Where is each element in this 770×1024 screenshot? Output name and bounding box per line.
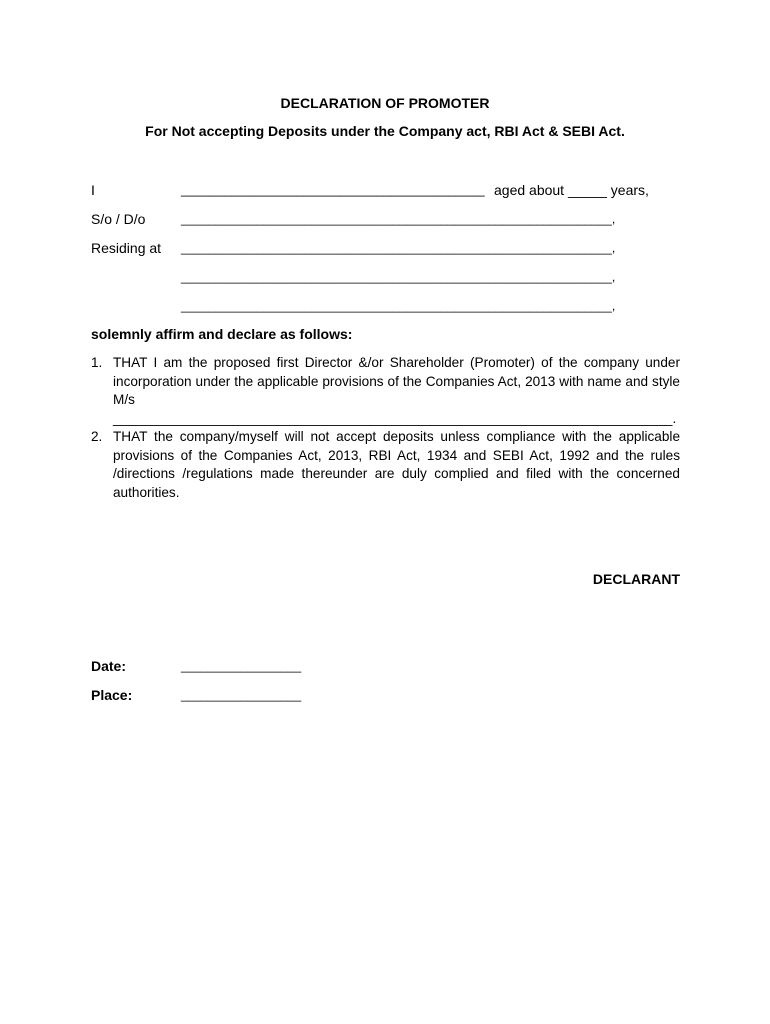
place-label: Place: [91, 687, 133, 703]
address-blank-1[interactable]: _______________________________________________________________, [181, 241, 616, 255]
place-blank[interactable]: __________________ [181, 688, 302, 702]
residing-label: Residing at [91, 240, 162, 256]
name-blank[interactable]: __________________________________________ [181, 182, 485, 197]
date-blank[interactable]: __________________ [181, 659, 302, 673]
so-do-label: S/o / D/o [91, 211, 146, 227]
address-blank-2[interactable]: _______________________________________________________________, [181, 270, 616, 284]
parent-name-blank[interactable]: _______________________________________________________________, [181, 212, 616, 226]
document-title: DECLARATION OF PROMOTER [280, 95, 490, 111]
document-subtitle: For Not accepting Deposits under the Company act, RBI Act & SEBI Act. [145, 123, 625, 139]
clause-text: THAT I am the proposed first Director &/or Shareholder (Promoter) of the company under incorporation under the applicable provisions of the Companies Act, 2013 with name and style M/s __________________________________________________________________________. [113, 355, 680, 426]
i-label: I [91, 182, 95, 198]
date-label: Date: [91, 658, 127, 674]
clause-number: 2. [91, 429, 103, 444]
aged-about-text: aged about _____ years, [494, 182, 649, 198]
clause-text: THAT the company/myself will not accept deposits unless compliance with the applicable provisions of the Companies Act, 2013, RBI Act, 1934 and SEBI Act, 1992 and the rules /directions /regulations made thereunder are duly complied and filed with the concerned authorities. [113, 429, 680, 500]
clause-number: 1. [91, 355, 103, 370]
affirm-heading: solemnly affirm and declare as follows: [91, 326, 353, 342]
address-blank-3[interactable]: _______________________________________________________________, [181, 299, 616, 313]
declarant-label: DECLARANT [592, 571, 680, 587]
